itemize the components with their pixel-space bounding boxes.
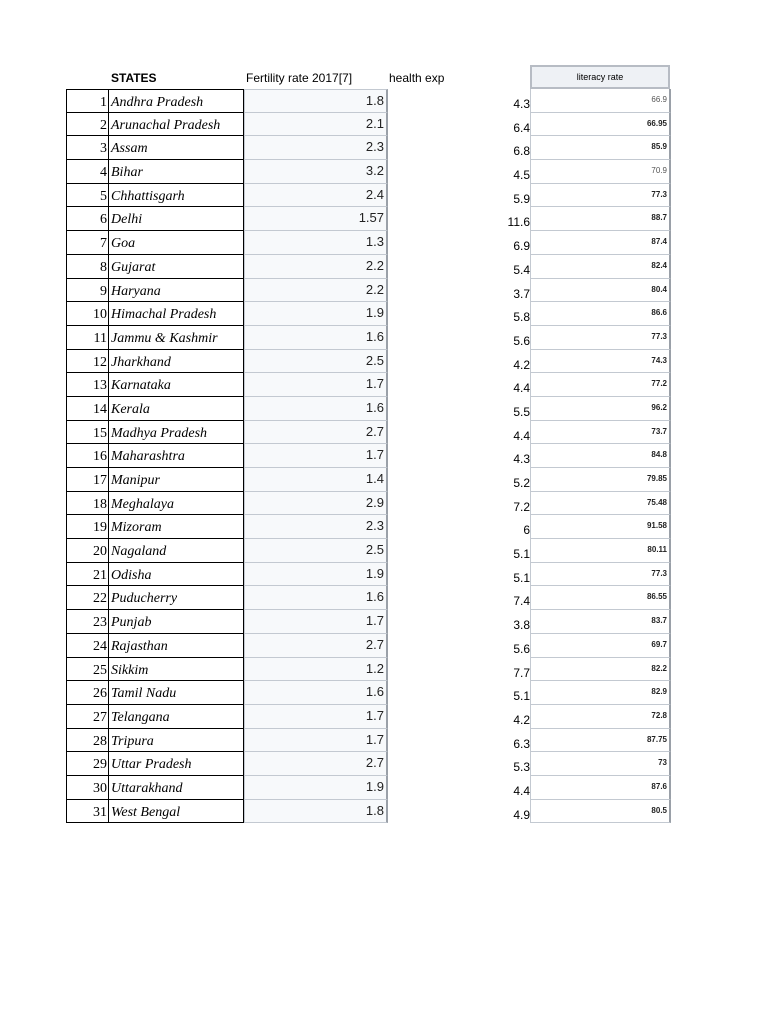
table-row (0, 563, 768, 587)
state-name-cell[interactable]: Jammu & Kashmir (109, 326, 244, 350)
states-table (0, 89, 768, 823)
literacy-rate-cell[interactable]: 79.85 (530, 468, 671, 492)
row-number[interactable]: 8 (66, 255, 109, 279)
literacy-rate-cell[interactable]: 72.8 (530, 705, 671, 729)
health-exp-cell[interactable]: 5.9 (513, 191, 530, 206)
fertility-rate-cell[interactable]: 2.4 (244, 184, 388, 208)
health-exp-cell[interactable]: 3.8 (513, 618, 530, 633)
row-number[interactable]: 3 (66, 136, 109, 160)
health-exp-cell[interactable]: 6.3 (513, 736, 530, 751)
row-number[interactable]: 31 (66, 800, 109, 824)
table-row (0, 255, 768, 279)
row-number[interactable]: 26 (66, 681, 109, 705)
state-name-cell[interactable]: Nagaland (109, 539, 244, 563)
row-number[interactable]: 20 (66, 539, 109, 563)
row-number[interactable]: 13 (66, 373, 109, 397)
row-number[interactable]: 17 (66, 468, 109, 492)
literacy-rate-cell[interactable]: 77.3 (530, 563, 671, 587)
fertility-rate-cell[interactable]: 1.7 (244, 610, 388, 634)
row-number[interactable]: 30 (66, 776, 109, 800)
table-row (0, 373, 768, 397)
state-name-cell[interactable]: Jharkhand (109, 350, 244, 374)
fertility-rate-cell[interactable]: 1.9 (244, 563, 388, 587)
fertility-rate-cell[interactable]: 3.2 (244, 160, 388, 184)
fertility-rate-cell[interactable]: 2.5 (244, 539, 388, 563)
table-row (0, 539, 768, 563)
row-number[interactable]: 10 (66, 302, 109, 326)
literacy-rate-cell[interactable]: 85.9 (530, 136, 671, 160)
row-number[interactable]: 4 (66, 160, 109, 184)
health-exp-cell[interactable]: 6.9 (513, 239, 530, 254)
state-name-cell[interactable]: Assam (109, 136, 244, 160)
fertility-rate-cell[interactable]: 1.7 (244, 373, 388, 397)
fertility-rate-cell[interactable]: 2.7 (244, 752, 388, 776)
health-exp-cell[interactable]: 4.2 (513, 712, 530, 727)
literacy-rate-cell[interactable]: 82.2 (530, 658, 671, 682)
fertility-rate-cell[interactable]: 1.6 (244, 326, 388, 350)
state-name-cell[interactable]: Uttar Pradesh (109, 752, 244, 776)
literacy-rate-cell[interactable]: 69.7 (530, 634, 671, 658)
health-exp-cell[interactable]: 11.6 (507, 215, 530, 230)
fertility-rate-cell[interactable]: 1.2 (244, 658, 388, 682)
fertility-rate-cell[interactable]: 2.7 (244, 634, 388, 658)
table-row (0, 113, 768, 137)
fertility-rate-cell[interactable]: 2.2 (244, 279, 388, 303)
state-name-cell[interactable]: Mizoram (109, 515, 244, 539)
table-row (0, 444, 768, 468)
row-number[interactable]: 15 (66, 421, 109, 445)
health-exp-cell[interactable]: 4.3 (513, 97, 530, 111)
row-number[interactable]: 5 (66, 184, 109, 208)
row-number[interactable]: 16 (66, 444, 109, 468)
health-exp-cell[interactable]: 4.5 (513, 168, 530, 183)
health-exp-cell[interactable]: 5.2 (513, 476, 530, 490)
literacy-rate-cell[interactable]: 84.8 (530, 444, 671, 468)
health-exp-cell[interactable]: 4.9 (513, 807, 530, 822)
state-name-cell[interactable]: Punjab (109, 610, 244, 634)
header-literacy-rate: literacy rate (530, 65, 670, 89)
table-row (0, 658, 768, 682)
row-number[interactable]: 9 (66, 279, 109, 303)
row-number[interactable]: 18 (66, 492, 109, 516)
header-health-exp: health exp (389, 71, 445, 85)
health-exp-cell[interactable]: 5.1 (513, 547, 530, 562)
state-name-cell[interactable]: Himachal Pradesh (109, 302, 244, 326)
table-row (0, 302, 768, 326)
table-row (0, 468, 768, 492)
fertility-rate-cell[interactable]: 1.9 (244, 776, 388, 800)
table-row (0, 326, 768, 350)
state-name-cell[interactable]: Andhra Pradesh (109, 89, 244, 113)
table-row (0, 681, 768, 705)
row-number[interactable]: 6 (66, 207, 109, 231)
table-row (0, 634, 768, 658)
fertility-rate-cell[interactable]: 1.4 (244, 468, 388, 492)
table-row (0, 350, 768, 374)
fertility-rate-cell[interactable]: 2.9 (244, 492, 388, 516)
literacy-rate-cell[interactable]: 83.7 (530, 610, 671, 634)
fertility-rate-cell[interactable]: 1.6 (244, 681, 388, 705)
state-name-cell[interactable]: Madhya Pradesh (109, 421, 244, 445)
fertility-rate-cell[interactable]: 1.7 (244, 705, 388, 729)
state-name-cell[interactable]: Meghalaya (109, 492, 244, 516)
row-number[interactable]: 24 (66, 634, 109, 658)
row-number[interactable]: 1 (66, 89, 109, 113)
health-exp-cell[interactable]: 6.8 (513, 144, 530, 159)
table-row (0, 800, 768, 824)
literacy-rate-cell[interactable]: 87.75 (530, 729, 671, 753)
literacy-rate-cell[interactable]: 87.4 (530, 231, 671, 255)
health-exp-cell[interactable]: 6.4 (513, 120, 530, 135)
fertility-rate-cell[interactable]: 2.3 (244, 515, 388, 539)
health-exp-cell[interactable]: 5.3 (513, 760, 530, 775)
state-name-cell[interactable]: Gujarat (109, 255, 244, 279)
state-name-cell[interactable]: Maharashtra (109, 444, 244, 468)
table-row (0, 776, 768, 800)
literacy-rate-cell[interactable]: 70.9 (530, 160, 671, 184)
row-number[interactable]: 29 (66, 752, 109, 776)
literacy-rate-cell[interactable]: 91.58 (530, 515, 671, 539)
table-row (0, 492, 768, 516)
table-row (0, 136, 768, 160)
state-name-cell[interactable]: Kerala (109, 397, 244, 421)
table-row (0, 610, 768, 634)
health-exp-cell[interactable]: 5.8 (513, 310, 530, 325)
literacy-rate-cell[interactable]: 77.2 (530, 373, 671, 397)
fertility-rate-cell[interactable]: 2.1 (244, 113, 388, 137)
literacy-rate-cell[interactable]: 66.9 (530, 89, 671, 113)
state-name-cell[interactable]: Telangana (109, 705, 244, 729)
fertility-rate-cell[interactable]: 1.7 (244, 444, 388, 468)
row-number[interactable]: 22 (66, 586, 109, 610)
state-name-cell[interactable]: Haryana (109, 279, 244, 303)
fertility-rate-cell[interactable]: 1.7 (244, 729, 388, 753)
state-name-cell[interactable]: Odisha (109, 563, 244, 587)
literacy-rate-cell[interactable]: 80.4 (530, 279, 671, 303)
state-name-cell[interactable]: Sikkim (109, 658, 244, 682)
state-name-cell[interactable]: Tripura (109, 729, 244, 753)
literacy-rate-cell[interactable]: 73 (530, 752, 671, 776)
fertility-rate-cell[interactable]: 1.57 (244, 207, 388, 231)
state-name-cell[interactable]: Bihar (109, 160, 244, 184)
literacy-rate-cell[interactable]: 86.6 (530, 302, 671, 326)
row-number[interactable]: 25 (66, 658, 109, 682)
fertility-rate-cell[interactable]: 1.6 (244, 586, 388, 610)
row-number[interactable]: 2 (66, 113, 109, 137)
health-exp-cell[interactable]: 4.2 (513, 357, 530, 372)
state-name-cell[interactable]: Goa (109, 231, 244, 255)
health-exp-cell[interactable]: 5.6 (513, 333, 530, 348)
health-exp-cell[interactable]: 4.4 (513, 381, 530, 396)
health-exp-cell[interactable]: 7.2 (513, 499, 530, 514)
state-name-cell[interactable]: Rajasthan (109, 634, 244, 658)
literacy-rate-cell[interactable]: 87.6 (530, 776, 671, 800)
health-exp-cell[interactable]: 7.7 (513, 665, 530, 680)
state-name-cell[interactable]: Tamil Nadu (109, 681, 244, 705)
fertility-rate-cell[interactable]: 1.8 (244, 800, 388, 824)
row-number[interactable]: 14 (66, 397, 109, 421)
state-name-cell[interactable]: Karnataka (109, 373, 244, 397)
row-number[interactable]: 27 (66, 705, 109, 729)
state-name-cell[interactable]: Puducherry (109, 586, 244, 610)
health-exp-cell[interactable]: 5.5 (513, 404, 530, 419)
health-exp-cell[interactable]: 4.4 (513, 783, 530, 798)
table-row (0, 160, 768, 184)
health-exp-cell[interactable]: 7.4 (513, 594, 530, 609)
literacy-rate-cell[interactable]: 82.4 (530, 255, 671, 279)
row-number[interactable]: 19 (66, 515, 109, 539)
fertility-rate-cell[interactable]: 2.2 (244, 255, 388, 279)
fertility-rate-cell[interactable]: 1.9 (244, 302, 388, 326)
table-row (0, 279, 768, 303)
header-fertility-rate: Fertility rate 2017[7] (246, 71, 353, 85)
literacy-rate-cell[interactable]: 88.7 (530, 207, 671, 231)
row-number[interactable]: 7 (66, 231, 109, 255)
row-number[interactable]: 23 (66, 610, 109, 634)
literacy-rate-cell[interactable]: 77.3 (530, 184, 671, 208)
literacy-rate-cell[interactable]: 80.11 (530, 539, 671, 563)
health-exp-cell[interactable]: 4.3 (513, 452, 530, 467)
fertility-rate-cell[interactable]: 2.3 (244, 136, 388, 160)
table-row (0, 705, 768, 729)
row-number[interactable]: 11 (66, 326, 109, 350)
health-exp-cell[interactable]: 5.1 (513, 570, 530, 585)
literacy-rate-cell[interactable]: 80.5 (530, 800, 671, 824)
fertility-rate-cell[interactable]: 2.7 (244, 421, 388, 445)
state-name-cell[interactable]: Chhattisgarh (109, 184, 244, 208)
row-number[interactable]: 28 (66, 729, 109, 753)
fertility-rate-cell[interactable]: 1.3 (244, 231, 388, 255)
literacy-rate-cell[interactable]: 82.9 (530, 681, 671, 705)
header-states: STATES (111, 71, 157, 85)
health-exp-cell[interactable]: 5.4 (513, 262, 530, 277)
literacy-rate-cell[interactable]: 73.7 (530, 421, 671, 445)
state-name-cell[interactable]: Delhi (109, 207, 244, 231)
table-row (0, 421, 768, 445)
state-name-cell[interactable]: West Bengal (109, 800, 244, 824)
literacy-rate-cell[interactable]: 74.3 (530, 350, 671, 374)
table-row (0, 515, 768, 539)
literacy-rate-cell[interactable]: 77.3 (530, 326, 671, 350)
table-row (0, 184, 768, 208)
fertility-rate-cell[interactable]: 2.5 (244, 350, 388, 374)
health-exp-cell[interactable]: 5.1 (513, 689, 530, 704)
health-exp-cell[interactable]: 6 (523, 523, 530, 538)
table-row (0, 231, 768, 255)
table-row (0, 586, 768, 610)
literacy-rate-cell[interactable]: 96.2 (530, 397, 671, 421)
health-exp-cell[interactable]: 4.4 (513, 428, 530, 443)
health-exp-cell[interactable]: 3.7 (513, 286, 530, 301)
table-row (0, 207, 768, 231)
table-row (0, 89, 768, 113)
literacy-rate-cell[interactable]: 75.48 (530, 492, 671, 516)
state-name-cell[interactable]: Manipur (109, 468, 244, 492)
table-row (0, 729, 768, 753)
literacy-rate-cell[interactable]: 86.55 (530, 586, 671, 610)
row-number[interactable]: 21 (66, 563, 109, 587)
table-row (0, 752, 768, 776)
health-exp-cell[interactable]: 5.6 (513, 641, 530, 656)
state-name-cell[interactable]: Arunachal Pradesh (109, 113, 244, 137)
literacy-rate-cell[interactable]: 66.95 (530, 113, 671, 137)
fertility-rate-cell[interactable]: 1.6 (244, 397, 388, 421)
table-row (0, 397, 768, 421)
state-name-cell[interactable]: Uttarakhand (109, 776, 244, 800)
row-number[interactable]: 12 (66, 350, 109, 374)
fertility-rate-cell[interactable]: 1.8 (244, 89, 388, 113)
